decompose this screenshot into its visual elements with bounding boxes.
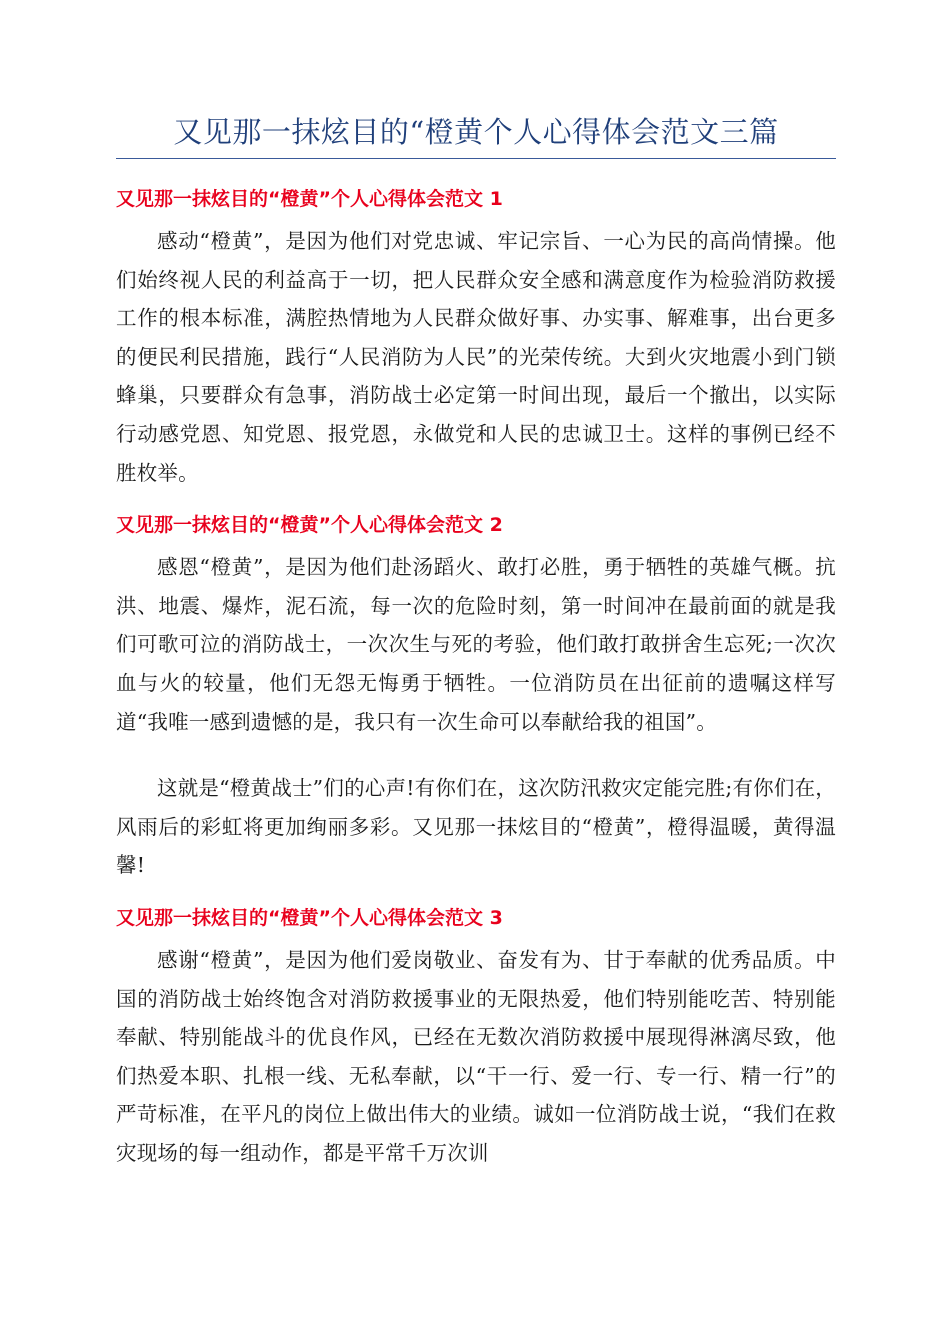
section-heading-1: 又见那一抹炫目的“橙黄”个人心得体会范文 1 xyxy=(116,188,503,210)
document-title: 又见那一抹炫目的“橙黄个人心得体会范文三篇 xyxy=(173,115,779,149)
section-2-paragraph-2: 这就是“橙黄战士”们的心声!有你们在，这次防汛救灾定能完胜;有你们在，风雨后的彩虹将更加绚丽多彩。又见那一抹炫目的“橙黄”，橙得温暖，黄得温馨! xyxy=(116,776,836,878)
section-heading-2: 又见那一抹炫目的“橙黄”个人心得体会范文 2 xyxy=(116,514,503,537)
document-page xyxy=(116,0,836,1172)
section-3-paragraph-1: 感谢“橙黄”，是因为他们爱岗敬业、奋发有为、甘于奉献的优秀品质。中国的消防战士始终饱含对消防救援事业的无限热爱，他们特别能吃苦、特别能奉献、特别能战斗的优良作风，已经在无数次消防救援中展现得淋漓尽致，他们热爱本职、扎根一线、无私奉献，以“干一行、爱一行、专一行、精一行”的严苛标准，在平凡的岗位上做出伟大的业绩。诚如一位消防战士说，“我们在救灾现场的每一组动作，都是平常千万次训 xyxy=(116,947,836,1165)
section-heading-3: 又见那一抹炫目的“橙黄”个人心得体会范文 3 xyxy=(116,906,503,929)
section-2-paragraph-1: 感恩“橙黄”，是因为他们赴汤蹈火、敢打必胜，勇于牺牲的英雄气概。抗洪、地震、爆炸，泥石流，每一次的危险时刻，第一时间冲在最前面的就是我们可歌可泣的消防战士，一次次生与死的考验，他们敢打敢拼舍生忘死;一次次血与火的较量，他们无怨无悔勇于牺牲。一位消防员在出征前的遗嘱这样写道“我唯一感到遗憾的是，我只有一次生命可以奉献给我的祖国”。 xyxy=(116,555,836,734)
title-underline xyxy=(116,158,836,159)
section-1-paragraph-1: 感动“橙黄”，是因为他们对党忠诚、牢记宗旨、一心为民的高尚情操。他们始终视人民的利益高于一切，把人民群众安全感和满意度作为检验消防救援工作的根本标准，满腔热情地为人民群众做好事、办实事、解难事，出台更多的便民利民措施，践行“人民消防为人民”的光荣传统。大到火灾地震小到门锁蜂巢，只要群众有急事，消防战士必定第一时间出现，最后一个撤出，以实际行动感党恩、知党恩、报党恩，永做党和人民的忠诚卫士。这样的事例已经不胜枚举。 xyxy=(116,229,836,485)
